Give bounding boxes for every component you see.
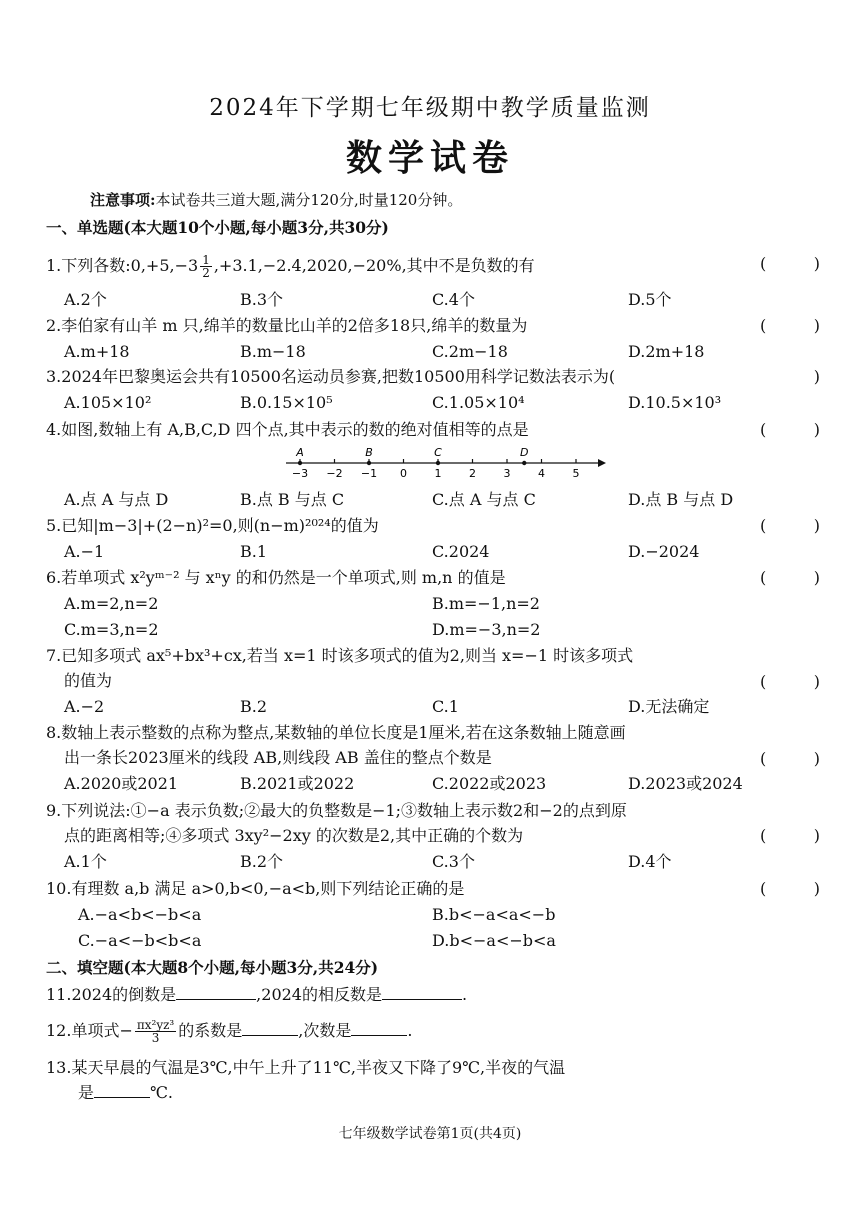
q4-option-d: D.点 B 与点 D	[628, 490, 734, 509]
q3-option-a: A.105×10²	[64, 393, 152, 412]
q12-blank-1[interactable]	[242, 1021, 298, 1036]
number-line-point-c	[436, 461, 440, 465]
q1-option-c: C.4个	[432, 290, 475, 309]
answer-paren-6	[760, 568, 820, 588]
q4-option-a: A.点 A 与点 D	[64, 490, 169, 509]
paren-open: (	[760, 516, 767, 535]
q6-option-b: B.m=−1,n=2	[432, 594, 540, 613]
q11-part1: 11.2024的倒数是	[46, 985, 177, 1004]
question-10: 10.有理数 a,b 满足 a>0,b<0,−a<b,则下列结论正确的是	[46, 879, 465, 898]
question-4: 4.如图,数轴上有 A,B,C,D 四个点,其中表示的数的绝对值相等的点是	[46, 420, 529, 439]
question-2: 2.李伯家有山羊 m 只,绵羊的数量比山羊的2倍多18只,绵羊的数量为	[46, 316, 528, 335]
q2-option-d: D.2m+18	[628, 342, 705, 361]
q12-frac-num: πx²yz³	[136, 1018, 175, 1032]
number-line-arrow-icon	[598, 459, 606, 467]
q12-part3: ,次数是	[298, 1021, 352, 1040]
paren-open: (	[760, 879, 767, 898]
paren-close: )	[813, 879, 820, 898]
q1-option-b: B.3个	[240, 290, 284, 309]
number-line-tick-label: −3	[291, 467, 309, 480]
number-line-tick-label: 5	[572, 467, 580, 480]
paren-open: (	[760, 672, 767, 691]
q10-option-c: C.−a<−b<b<a	[78, 931, 202, 950]
q8-option-d: D.2023或2024	[628, 774, 743, 793]
paren-close: )	[813, 826, 820, 845]
q5-option-b: B.1	[240, 542, 268, 561]
q1-frac-den: 2	[202, 266, 210, 280]
paren-close: )	[813, 672, 820, 691]
paren-close: )	[813, 316, 820, 335]
number-line-tick-label: 0	[400, 467, 407, 480]
paren-close: )	[813, 749, 820, 768]
q7-option-b: B.2	[240, 697, 268, 716]
number-line-point-label: B	[365, 446, 373, 459]
question-9-line2: 点的距离相等;④多项式 3xy²−2xy 的次数是2,其中正确的个数为	[64, 826, 524, 845]
number-line-tick-label: 3	[503, 467, 511, 480]
q4-option-c: C.点 A 与点 C	[432, 490, 536, 509]
q8-option-b: B.2021或2022	[240, 774, 355, 793]
answer-paren-7	[760, 672, 820, 692]
answer-paren-8	[760, 749, 820, 769]
paren-open: (	[760, 749, 767, 768]
q13-blank[interactable]	[94, 1083, 150, 1098]
answer-paren-3	[760, 367, 820, 387]
number-line-point-label: A	[296, 446, 304, 459]
q12-frac-den: 3	[151, 1031, 160, 1045]
q13-part2: ℃.	[150, 1083, 173, 1102]
q5-option-a: A.−1	[64, 542, 105, 561]
q3-option-d: D.10.5×10³	[628, 393, 722, 412]
paren-open: (	[760, 420, 767, 439]
q12-part2: 的系数是	[178, 1021, 243, 1040]
q1-option-d: D.5个	[628, 290, 672, 309]
section2-heading: 二、填空题(本大题8个小题,每小题3分,共24分)	[46, 958, 379, 977]
question-9-line1: 9.下列说法:①−a 表示负数;②最大的负整数是−1;③数轴上表示数2和−2的点到原	[46, 801, 627, 820]
question-7-line2: 的值为	[64, 671, 113, 690]
question-6: 6.若单项式 x²yᵐ⁻² 与 xⁿy 的和仍然是一个单项式,则 m,n 的值是	[46, 568, 506, 587]
notice	[90, 190, 462, 210]
q7-option-c: C.1	[432, 697, 459, 716]
q6-option-c: C.m=3,n=2	[64, 620, 159, 639]
answer-paren-1	[760, 254, 820, 274]
q1-text-post: ,+3.1,−2.4,2020,−20%,其中不是负数的有	[213, 256, 535, 275]
q9-option-b: B.2个	[240, 852, 284, 871]
question-13-line2	[78, 1083, 173, 1103]
notice-text: 本试卷共三道大题,满分120分,时量120分钟。	[155, 191, 463, 209]
number-line-point-b	[367, 461, 371, 465]
number-line-point-d	[522, 461, 526, 465]
q12-part1: 12.单项式−	[46, 1021, 133, 1040]
q11-blank-1[interactable]	[176, 985, 256, 1000]
q13-part1: 是	[78, 1083, 95, 1102]
q9-option-d: D.4个	[628, 852, 672, 871]
question-13-line1: 13.某天早晨的气温是3℃,中午上升了11℃,半夜又下降了9℃,半夜的气温	[46, 1058, 566, 1077]
q7-option-d: D.无法确定	[628, 697, 710, 716]
paren-open: (	[760, 316, 767, 335]
q2-option-b: B.m−18	[240, 342, 306, 361]
notice-label: 注意事项:	[90, 191, 156, 209]
q11-part3: .	[461, 985, 468, 1004]
q1-frac-num: 1	[202, 253, 210, 267]
q4-option-b: B.点 B 与点 C	[240, 490, 345, 509]
q10-option-d: D.b<−a<−b<a	[432, 931, 556, 950]
paren-close: )	[813, 568, 820, 587]
q5-option-d: D.−2024	[628, 542, 700, 561]
answer-paren-9	[760, 826, 820, 846]
q12-blank-2[interactable]	[351, 1021, 407, 1036]
q9-option-a: A.1个	[64, 852, 107, 871]
q3-option-c: C.1.05×10⁴	[432, 393, 525, 412]
q12-fraction	[135, 1019, 176, 1044]
paren-open: (	[760, 826, 767, 845]
answer-paren-10	[760, 879, 820, 899]
q5-option-c: C.2024	[432, 542, 490, 561]
exam-subtitle: 数学试卷	[345, 137, 514, 179]
q2-option-c: C.2m−18	[432, 342, 508, 361]
number-line-point-label: D	[520, 446, 529, 459]
paren-open: (	[760, 568, 767, 587]
number-line-tick-label: 2	[469, 467, 476, 480]
number-line-figure	[280, 442, 610, 484]
paren-close: )	[813, 254, 820, 273]
answer-paren-2	[760, 316, 820, 336]
q8-option-a: A.2020或2021	[64, 774, 179, 793]
q11-part2: ,2024的相反数是	[256, 985, 382, 1004]
paren-close: )	[813, 516, 820, 535]
q3-option-b: B.0.15×10⁵	[240, 393, 333, 412]
q9-option-c: C.3个	[432, 852, 475, 871]
paren-close: )	[813, 420, 820, 439]
section1-heading: 一、单选题(本大题10个小题,每小题3分,共30分)	[46, 218, 389, 237]
paren-open: (	[760, 254, 767, 273]
question-7-line1: 7.已知多项式 ax⁵+bx³+cx,若当 x=1 时该多项式的值为2,则当 x=−1 时该多项式	[46, 646, 634, 665]
question-8-line2: 出一条长2023厘米的线段 AB,则线段 AB 盖住的整点个数是	[64, 748, 492, 767]
number-line-point-label: C	[434, 446, 442, 459]
answer-paren-4	[760, 420, 820, 440]
question-5: 5.已知|m−3|+(2−n)²=0,则(n−m)²⁰²⁴的值为	[46, 516, 379, 535]
q1-option-a: A.2个	[64, 290, 107, 309]
q2-option-a: A.m+18	[64, 342, 130, 361]
exam-title: 2024年下学期七年级期中教学质量监测	[209, 95, 651, 121]
q6-option-d: D.m=−3,n=2	[432, 620, 541, 639]
question-12	[46, 1016, 412, 1046]
question-3: 3.2024年巴黎奥运会共有10500名运动员参赛,把数10500用科学记数法表示为(	[46, 367, 616, 386]
question-11	[46, 985, 467, 1005]
q11-blank-2[interactable]	[382, 985, 462, 1000]
q10-option-a: A.−a<b<−b<a	[78, 905, 202, 924]
q10-option-b: B.b<−a<a<−b	[432, 905, 556, 924]
number-line-tick-label: −1	[360, 467, 378, 480]
q8-option-c: C.2022或2023	[432, 774, 547, 793]
answer-paren-5	[760, 516, 820, 536]
number-line-tick-label: 4	[538, 467, 545, 480]
number-line-tick-label: −2	[326, 467, 343, 480]
paren-close: )	[813, 367, 820, 386]
q6-option-a: A.m=2,n=2	[64, 594, 159, 613]
q12-part4: .	[407, 1021, 413, 1040]
q1-fraction	[200, 254, 212, 279]
question-1	[46, 254, 535, 279]
question-8-line1: 8.数轴上表示整数的点称为整点,某数轴的单位长度是1厘米,若在这条数轴上随意画	[46, 723, 626, 742]
number-line-point-a	[298, 461, 302, 465]
number-line-tick-label: 1	[434, 467, 442, 480]
q1-text-pre: 1.下列各数:0,+5,−3	[46, 256, 199, 275]
q7-option-a: A.−2	[64, 697, 105, 716]
page-footer: 七年级数学试卷第1页(共4页)	[338, 1126, 522, 1142]
